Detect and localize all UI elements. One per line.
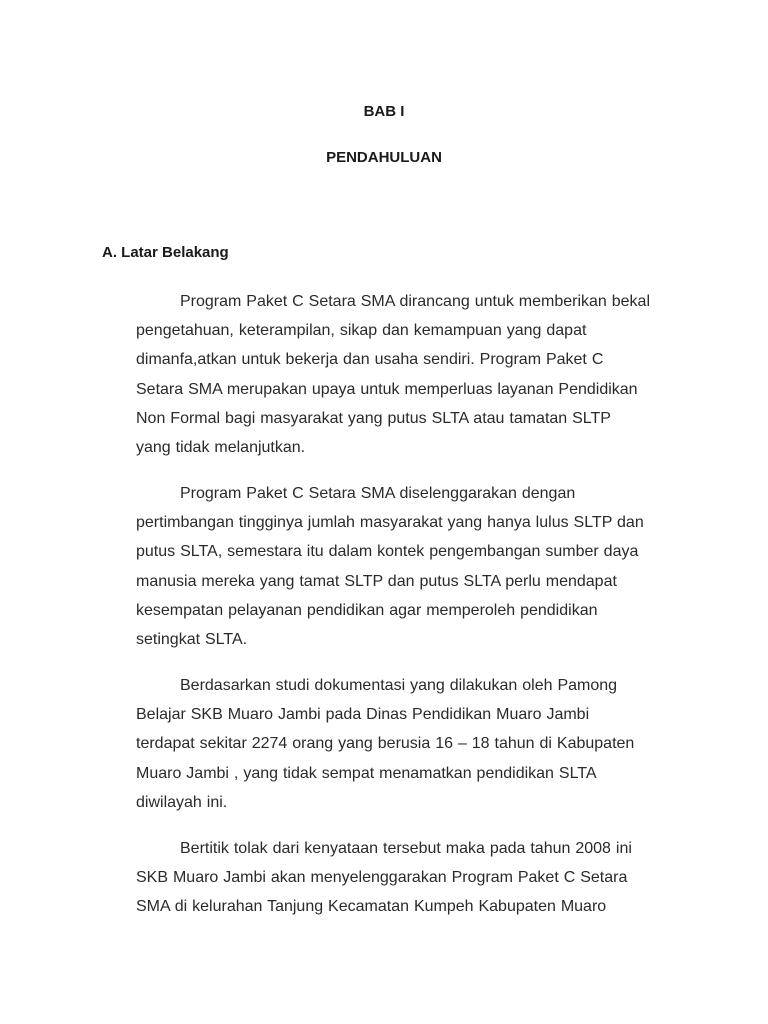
paragraph xyxy=(136,287,681,462)
paragraph-line: Belajar SKB Muaro Jambi pada Dinas Pendidikan Muaro Jambi xyxy=(136,706,590,724)
paragraph-line: manusia mereka yang tamat SLTP dan putus SLTA perlu mendapat xyxy=(136,572,617,590)
paragraph-line: Non Formal bagi masyarakat yang putus SLTA atau tamatan SLTP xyxy=(136,409,611,427)
paragraph-line: dimanfa,atkan untuk bekerja dan usaha sendiri. Program Paket C xyxy=(136,351,604,369)
paragraph-line: Setara SMA merupakan upaya untuk memperluas layanan Pendidikan xyxy=(136,380,638,398)
paragraph-line: putus SLTA, semestara itu dalam kontek pengembangan sumber daya xyxy=(136,543,639,561)
paragraph-line: SKB Muaro Jambi akan menyelenggarakan Program Paket C Setara xyxy=(136,869,628,887)
paragraph xyxy=(136,834,681,922)
paragraph-line: Program Paket C Setara SMA dirancang untuk memberikan bekal xyxy=(180,293,651,310)
paragraph-line: pertimbangan tingginya jumlah masyarakat yang hanya lulus SLTP dan xyxy=(136,514,644,532)
paragraph-line: SMA di kelurahan Tanjung Kecamatan Kumpeh Kabupaten Muaro xyxy=(136,898,607,916)
paragraph xyxy=(136,671,681,817)
paragraph-line: Berdasarkan studi dokumentasi yang dilakukan oleh Pamong xyxy=(180,677,618,694)
paragraph-line: Muaro Jambi , yang tidak sempat menamatkan pendidikan SLTA xyxy=(136,764,597,782)
paragraph-line: yang tidak melanjutkan. xyxy=(136,439,306,457)
paragraph-line: setingkat SLTA. xyxy=(136,631,248,649)
paragraph-line: kesempatan pelayanan pendidikan agar memperoleh pendidikan xyxy=(136,601,598,619)
paragraph-line: terdapat sekitar 2274 orang yang berusia 16 – 18 tahun di Kabupaten xyxy=(136,735,635,753)
paragraph-line: Program Paket C Setara SMA diselenggarakan dengan xyxy=(180,485,576,502)
paragraph-line: Bertitik tolak dari kenyataan tersebut maka pada tahun 2008 ini xyxy=(180,840,632,857)
paragraph-line: diwilayah ini. xyxy=(136,793,228,811)
paragraph-line: pengetahuan, keterampilan, sikap dan kemampuan yang dapat xyxy=(136,322,587,340)
chapter-title: PENDAHULUAN xyxy=(326,149,442,166)
paragraph xyxy=(136,479,681,654)
section-heading: A. Latar Belakang xyxy=(102,244,229,261)
chapter-number: BAB I xyxy=(363,103,405,120)
